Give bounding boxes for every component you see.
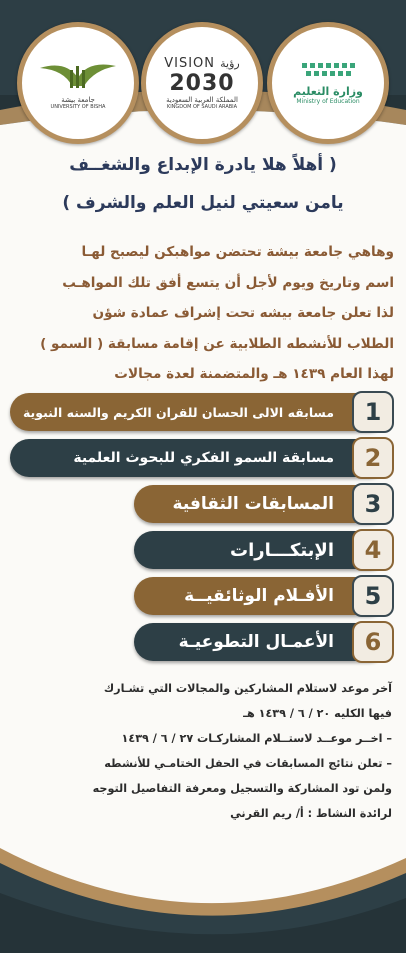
category-label-4: الإبتكـــارات — [230, 539, 334, 561]
deadline-line-2: فيها الكليه ٢٠ / ٦ / ١٤٣٩ هـ — [243, 707, 392, 720]
ministry-logo — [267, 22, 389, 144]
deadline-line-5: ولمن تود المشاركة والتسجيل ومعرفة التفاصيل التوجه — [92, 782, 392, 795]
university-logo — [17, 22, 139, 144]
category-item-1 — [10, 393, 388, 431]
vision-country-en: KINGDOM OF SAUDI ARABIA — [166, 104, 238, 111]
category-item-4 — [134, 531, 388, 569]
intro-line-1: وهاهي جامعة بيشة تحتضن مواهبكن ليصبح لهـا — [81, 244, 394, 260]
deadline-line-4: – تعلن نتائج المسابقات في الحفل الختامـي للأنشطه — [104, 757, 392, 770]
vision-title — [164, 56, 240, 71]
category-label-2: مسابقة السمو الفكري للبحوث العلمية — [73, 450, 334, 466]
ministry-name-en: Ministry of Education — [296, 98, 360, 105]
ministry-emblem-icon — [298, 61, 358, 83]
intro-line-3: لذا تعلن جامعة بيشه تحت إشراف عمادة شؤن — [92, 305, 394, 321]
vision-2030-logo — [141, 22, 263, 144]
intro-line-5: لهذا العام ١٤٣٩ هـ والمتضمنة لعدة مجالات — [114, 366, 394, 382]
category-number-5: 5 — [352, 575, 394, 617]
university-name-en: UNIVERSITY OF BISHA — [50, 104, 106, 111]
ministry-name-ar: وزارة التعليم — [293, 85, 363, 98]
category-item-2 — [10, 439, 388, 477]
category-item-3 — [134, 485, 388, 523]
greeting-line-1: ( أهلاً هلا يادرة الإبداع والشغــف — [69, 155, 337, 175]
vision-country-ar: المملكة العربية السعودية — [166, 95, 238, 104]
footer-wave — [0, 803, 406, 953]
category-label-6: الأعمـال التطوعيـة — [178, 632, 334, 652]
deadline-line-3: – اخــر موعــد لاستــلام المشاركـات ٢٧ / ٦ / ١٤٣٩ — [121, 732, 392, 745]
intro-paragraph — [12, 237, 394, 390]
deadline-line-1: آخر موعد لاستلام المشاركين والمجالات التي تشـارك — [103, 682, 392, 695]
university-name-ar: جامعة بيشة — [61, 95, 95, 104]
category-item-5 — [134, 577, 388, 615]
vision-en: VISION — [164, 55, 216, 71]
university-emblem-icon — [36, 56, 120, 96]
category-number-6: 6 — [352, 621, 394, 663]
vision-year: 2030 — [169, 70, 235, 96]
category-label-3: المسابقات الثقافية — [172, 494, 334, 514]
category-item-6 — [134, 623, 388, 661]
intro-line-2: اسم وتاريخ ويوم لأجل أن يتسع أفق تلك المواهـب — [62, 274, 394, 291]
deadline-line-6: لرائدة النشاط : أ/ ريم القرني — [230, 807, 392, 820]
intro-line-4: الطلاب للأنشطه الطلابية عن إقامة مسابقة ( السمو ) — [40, 335, 394, 352]
category-number-4: 4 — [352, 529, 394, 571]
category-label-1: مسابقه الالى الحسان للقران الكريم والسنه النبوية — [22, 404, 334, 420]
category-number-1: 1 — [352, 391, 394, 433]
category-number-2: 2 — [352, 437, 394, 479]
greeting-line-2: يامن سعيتي لنيل العلم والشرف ) — [62, 193, 344, 213]
category-label-5: الأفـلام الوثائقيــة — [184, 586, 334, 606]
category-number-3: 3 — [352, 483, 394, 525]
vision-ar: رؤية — [220, 56, 240, 70]
